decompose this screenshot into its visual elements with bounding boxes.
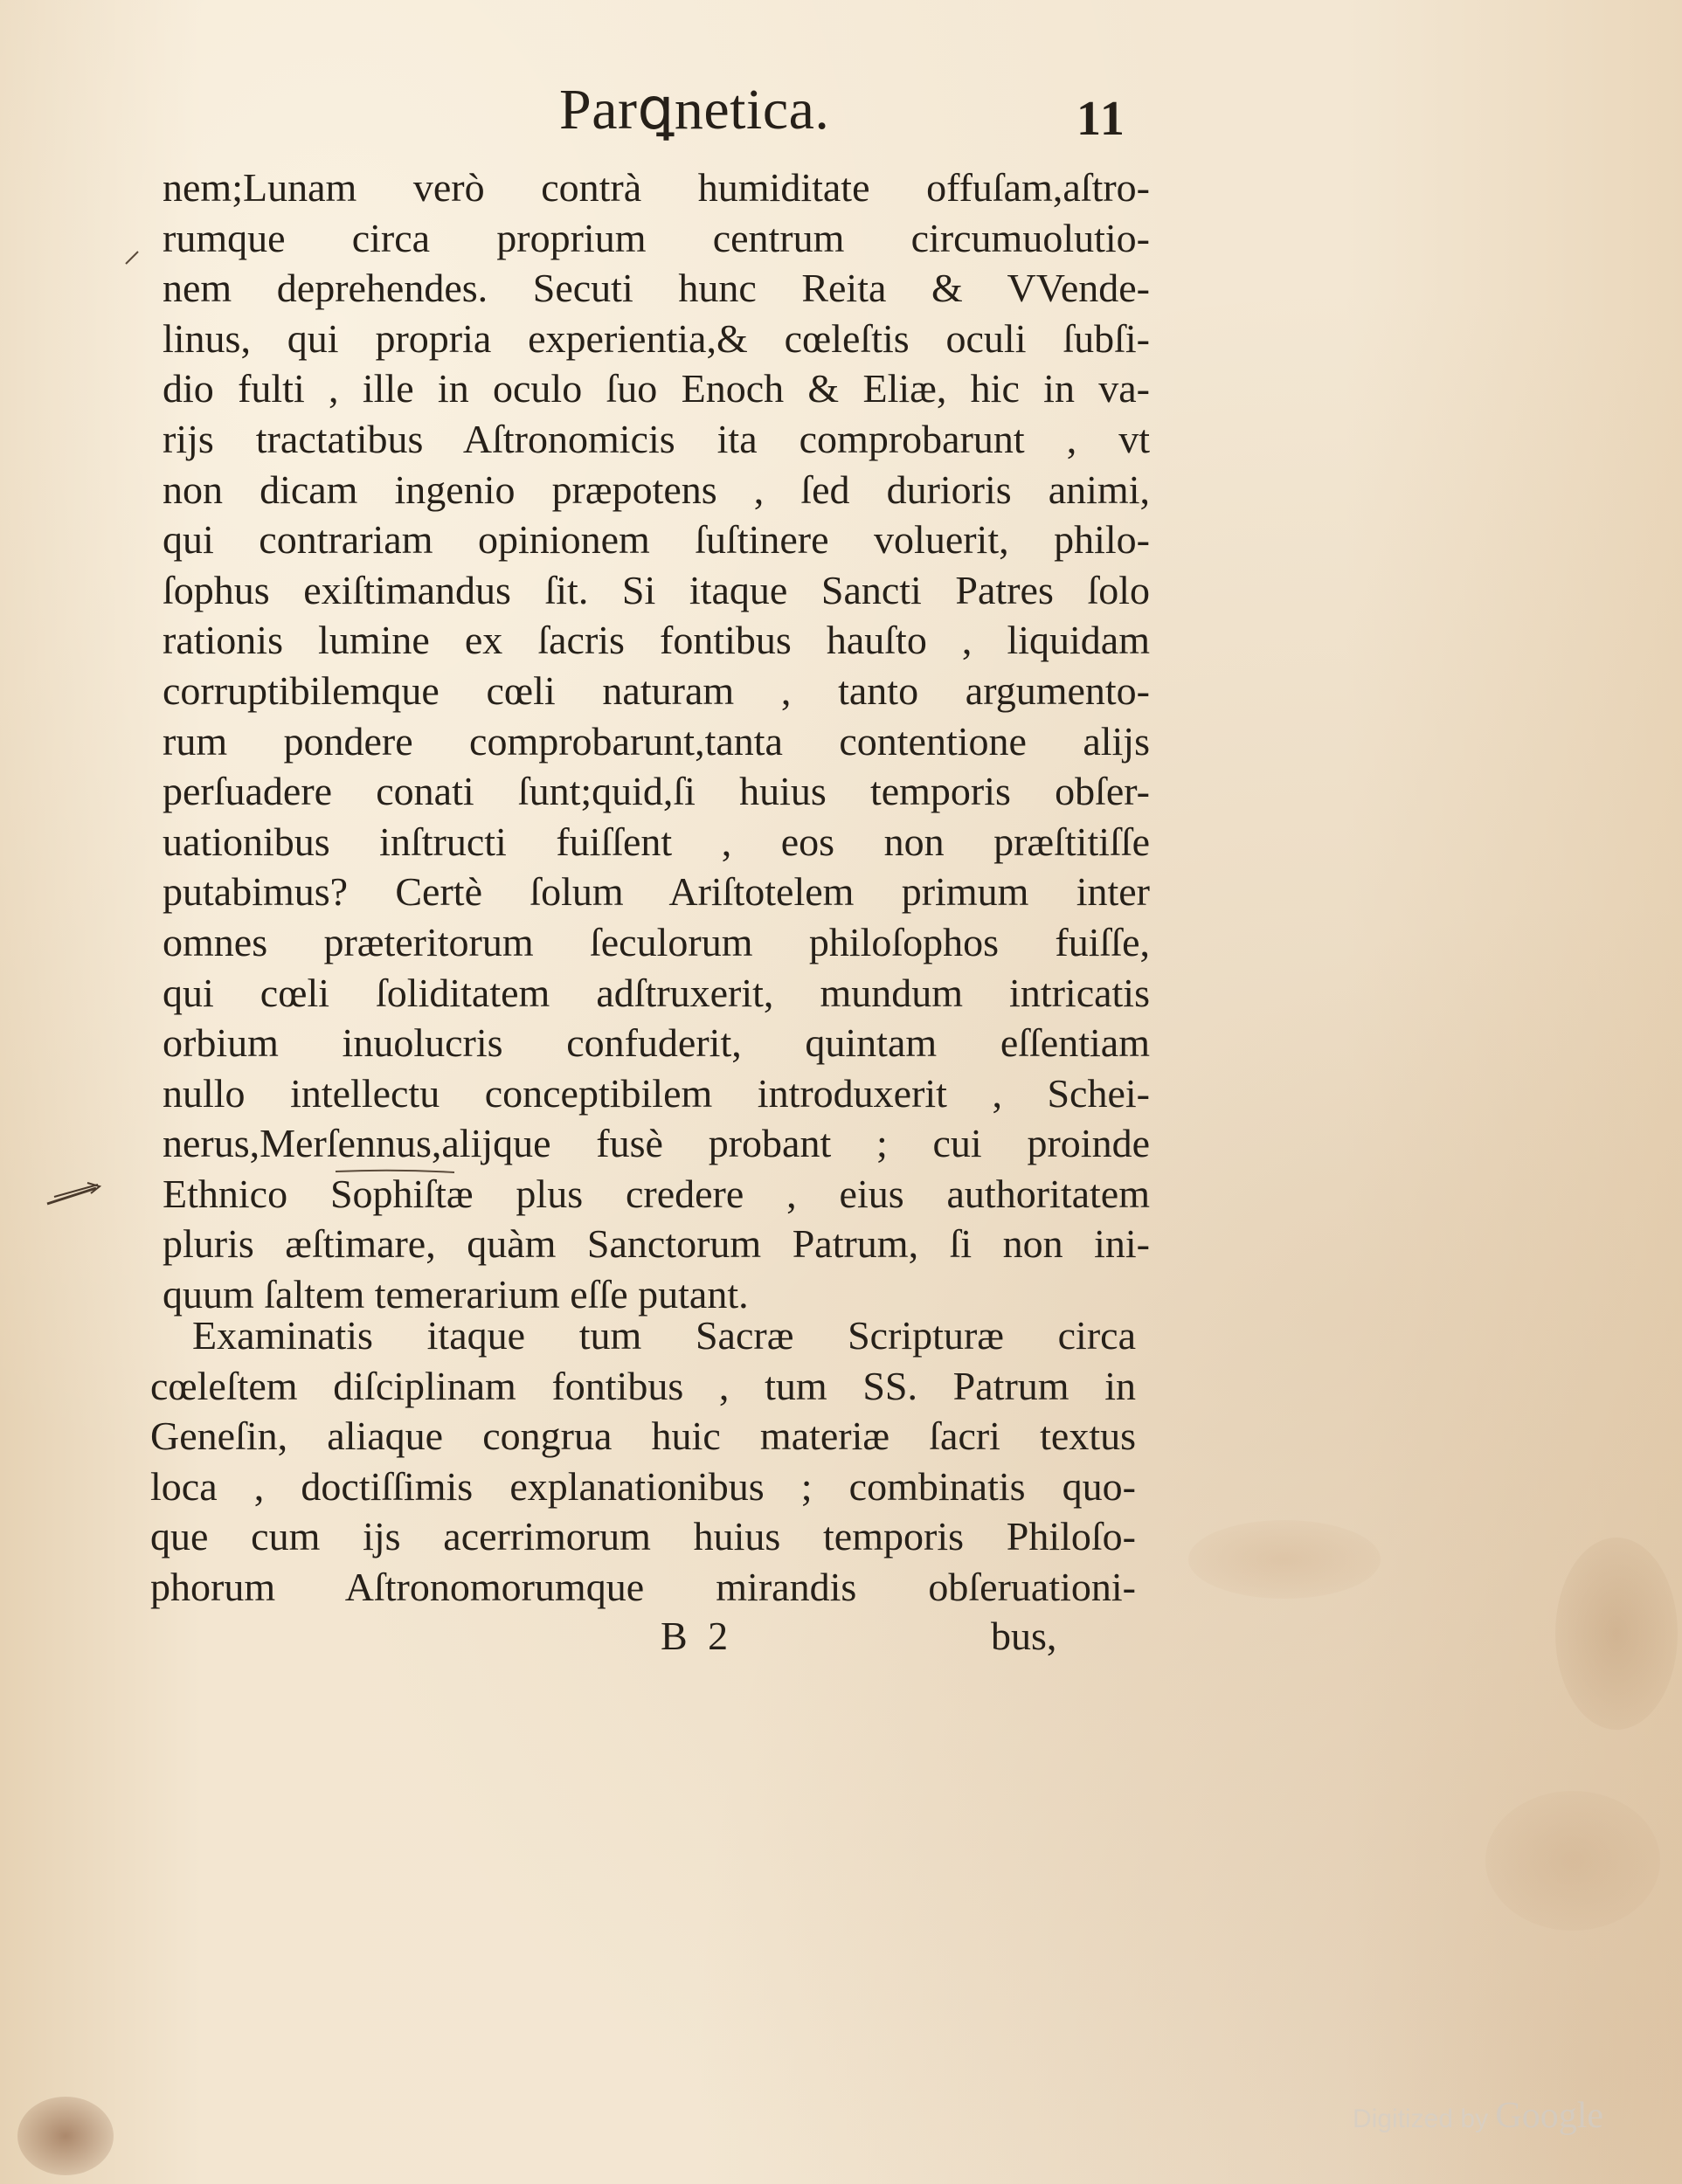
text-line: rijs tractatibus Aſtronomicis ita comprobarunt , vt xyxy=(163,416,1150,461)
text-line: rum pondere comprobarunt,tanta contentione alijs xyxy=(163,718,1150,764)
text-line: nem;Lunam verò contrà humiditate offuſam,aſtro- xyxy=(163,165,1150,210)
text-line: orbium inuolucris confuderit, quintam eſſentiam xyxy=(163,1020,1150,1066)
text-line: nem deprehendes. Secuti hunc Reita & VVende- xyxy=(163,266,1150,311)
paragraph-1 xyxy=(163,162,1150,1320)
watermark-brand: Google xyxy=(1495,2096,1604,2136)
page-footer xyxy=(0,1613,1682,1665)
text-line: Examinatis itaque tum Sacræ Scripturæ circa xyxy=(192,1313,1136,1358)
text-line: qui contrariam opinionem ſuſtinere voluerit, philo- xyxy=(163,517,1150,563)
text-line: non dicam ingenio præpotens , ſed durioris animi, xyxy=(163,467,1150,512)
paper-stain xyxy=(17,2097,114,2175)
text-line: rumque circa proprium centrum circumuolutio- xyxy=(163,215,1150,260)
text-line: dio fulti , ille in oculo ſuo Enoch & Eliæ, hic in va- xyxy=(163,366,1150,411)
watermark-prefix: Digitized by xyxy=(1353,2105,1489,2133)
text-line: Geneſin, aliaque congrua huic materiæ ſacri textus xyxy=(150,1413,1136,1459)
margin-tick-mark xyxy=(122,246,143,267)
text-line: nerus,Merſennus,alijque fusè probant ; cui proinde xyxy=(163,1121,1150,1166)
text-line: qui cœli ſoliditatem adſtruxerit, mundum intricatis xyxy=(163,970,1150,1015)
text-line: putabimus? Certè ſolum Ariſtotelem primum inter xyxy=(163,869,1150,915)
underline-mark xyxy=(334,1167,456,1176)
digitized-watermark xyxy=(1353,2095,1603,2137)
text-line: Ethnico Sophiſtæ plus credere , eius authoritatem xyxy=(163,1171,1150,1216)
paper-stain xyxy=(1485,1791,1660,1931)
text-line: corruptibilemque cœli naturam , tanto argumento- xyxy=(163,667,1150,713)
text-line: phorum Aſtronomorumque mirandis obſeruationi- xyxy=(150,1564,1136,1609)
paper-stain xyxy=(1188,1520,1381,1599)
text-line: pluris æſtimare, quàm Sanctorum Patrum, ſi non ini- xyxy=(163,1221,1150,1267)
margin-arrow-mark xyxy=(44,1178,105,1213)
page-number: 11 xyxy=(1076,92,1126,146)
catchword: bus, xyxy=(991,1614,1057,1658)
text-line: que cum ijs acerrimorum huius temporis Philoſo- xyxy=(150,1514,1136,1559)
text-line: ſophus exiſtimandus ſit. Si itaque Sancti Patres ſolo xyxy=(163,567,1150,612)
running-head: Parꝗnetica. xyxy=(559,78,830,142)
paragraph-2 xyxy=(150,1310,1136,1613)
text-line: rationis lumine ex ſacris fontibus hauſto , liquidam xyxy=(163,618,1150,663)
text-line: cœleſtem diſciplinam fontibus , tum SS. Patrum in xyxy=(150,1363,1136,1408)
text-line: perſuadere conati ſunt;quid,ſi huius temporis obſer- xyxy=(163,769,1150,814)
signature-mark: B 2 xyxy=(661,1614,734,1658)
text-line: quum ſaltem temerarium eſſe putant. xyxy=(163,1272,749,1317)
text-line: uationibus inſtructi fuiſſent , eos non præſtitiſſe xyxy=(163,819,1150,864)
text-line: linus, qui propria experientia,& cœleſtis oculi ſubſi- xyxy=(163,315,1150,361)
text-line: nullo intellectu conceptibilem introduxerit , Schei- xyxy=(163,1070,1150,1116)
text-line: loca , doctiſſimis explanationibus ; combinatis quo- xyxy=(150,1463,1136,1509)
text-line: omnes præteritorum ſeculorum philoſophos fuiſſe, xyxy=(163,919,1150,964)
